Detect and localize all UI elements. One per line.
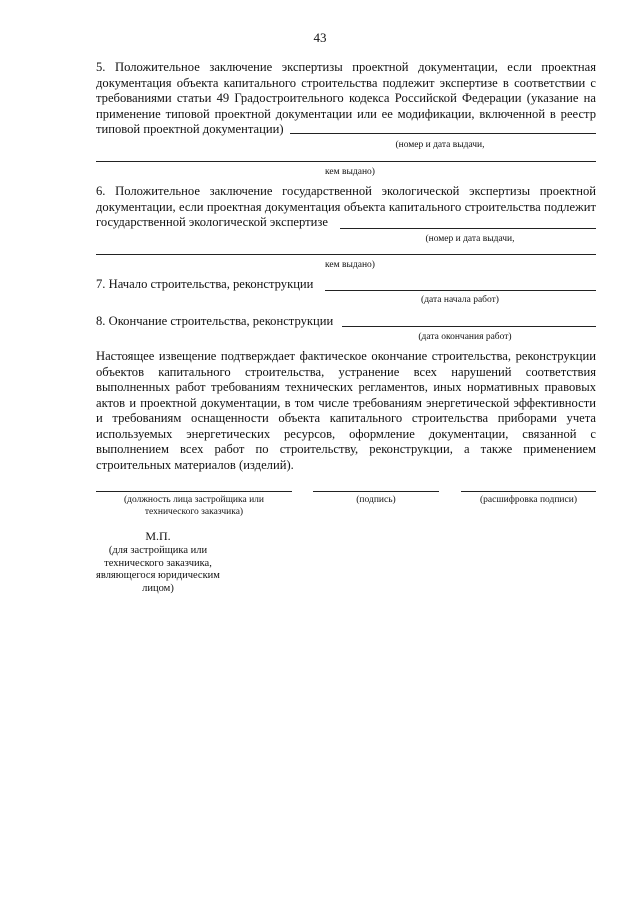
item-6-line-2 — [96, 254, 596, 255]
page-number: 43 — [313, 30, 327, 45]
item-5-line-2 — [96, 161, 596, 162]
stamp-mp: М.П. — [145, 529, 171, 543]
item-5-caption-number-date: (номер и дата выдачи, — [395, 140, 485, 150]
item-7-line — [325, 290, 596, 291]
signature-decode-line — [461, 491, 596, 492]
item-8-line — [342, 326, 596, 327]
signature-position-line — [96, 491, 292, 492]
item-5-line-1 — [290, 133, 596, 134]
item-5-caption-issued-by: кем выдано) — [325, 167, 375, 177]
item-6-caption-issued-by: кем выдано) — [325, 260, 375, 270]
item-7-caption: (дата начала работ) — [421, 295, 499, 305]
stamp-note: (для застройщика или технического заказчика, являющегося юридическим лицом) — [96, 545, 220, 594]
item-6-text: 6. Положительное заключение государственной экологической экспертизы проектной документации, если проектная документация объекта капитального строительства подлежит государственной экологической экспертизе — [96, 184, 596, 229]
item-8-caption: (дата окончания работ) — [418, 332, 512, 342]
signature-sign-caption: (подпись) — [356, 495, 396, 505]
notice-paragraph: Настоящее извещение подтверждает фактическое окончание строительства, реконструкции объектов капитального строительства, устранение всех нарушений соответствия выполненных работ требованиям технических регламентов, иных нормативных правовых актов и проектной документации, в том числе требованиям энергетической эффективности и требованиям оснащенности объекта капитального строительства приборами учета используемых энергетических ресурсов, оформление документации, связанной с выполнением всех работ по строительству, реконструкции, а также применением строительных материалов (изделий). — [96, 349, 596, 472]
item-6-caption-number-date: (номер и дата выдачи, — [425, 234, 515, 244]
item-8-label: 8. Окончание строительства, реконструкции — [96, 314, 334, 328]
item-5-text: 5. Положительное заключение экспертизы проектной документации, если проектная документация объекта капитального строительства подлежит экспертизе в соответствии с требованиями статьи 49 Градостроительного кодекса Российской Федерации (указание на применение типовой проектной документации или ее модификации, включенной в реестр типовой проектной документации) — [96, 60, 596, 136]
item-7-label: 7. Начало строительства, реконструкции — [96, 277, 314, 291]
signature-decode-caption: (расшифровка подписи) — [480, 495, 577, 505]
signature-sign-line — [313, 491, 439, 492]
item-6-line-1 — [340, 228, 596, 229]
signature-position-caption: (должность лица застройщика или технического заказчика) — [124, 495, 264, 517]
